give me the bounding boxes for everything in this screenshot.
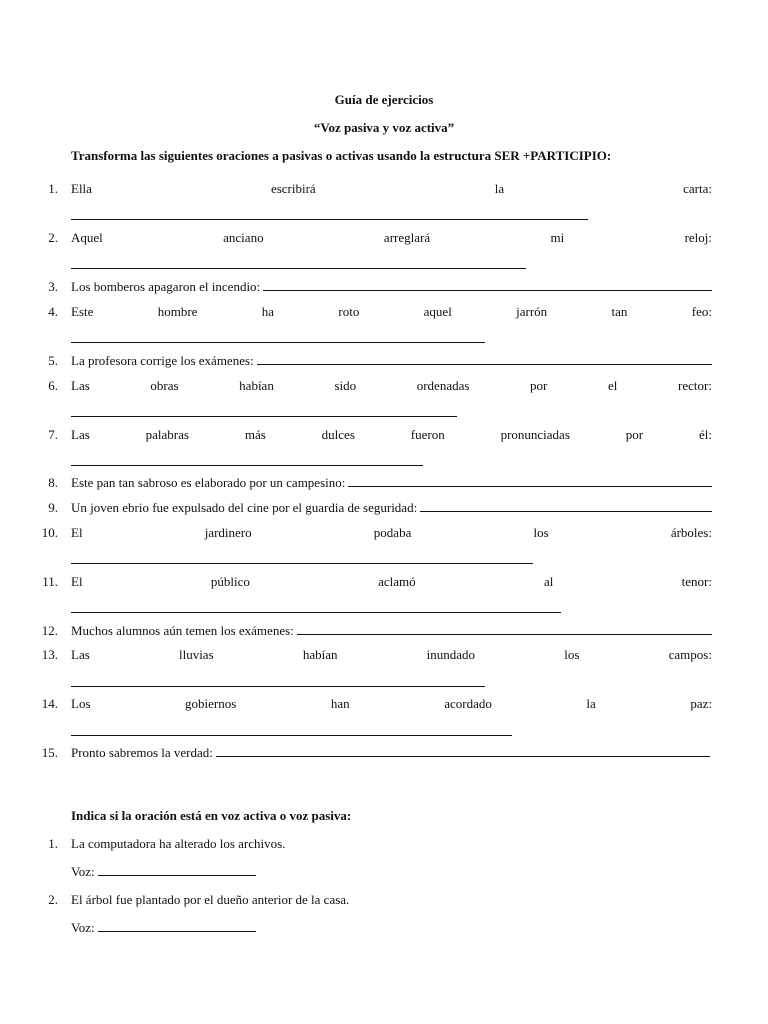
item-number: 7. — [48, 427, 58, 442]
word: jarrón — [516, 304, 548, 319]
answer-line[interactable] — [71, 415, 457, 417]
word: habían — [302, 647, 338, 662]
answer-line[interactable] — [348, 475, 712, 487]
voz-label: Voz: — [71, 864, 95, 879]
word: la — [586, 696, 596, 711]
answer-line[interactable] — [257, 353, 712, 365]
word: campos: — [668, 647, 712, 662]
answer-line[interactable] — [71, 218, 588, 220]
word: Las — [71, 647, 90, 662]
exercise-sentence — [71, 647, 712, 663]
word: la — [494, 181, 505, 196]
word: Ella — [71, 181, 92, 196]
word: dulces — [321, 427, 355, 442]
word: paz: — [690, 696, 712, 711]
word: aquel — [423, 304, 452, 319]
word: carta: — [683, 181, 712, 196]
answer-line[interactable] — [71, 341, 485, 343]
item-number: 2. — [48, 230, 58, 245]
item-number: 1. — [48, 181, 58, 196]
word: fueron — [410, 427, 445, 442]
item-number: 2. — [48, 892, 58, 907]
answer-line[interactable] — [71, 611, 561, 613]
word: público — [210, 574, 250, 589]
item-number: 13. — [41, 647, 58, 662]
item-number: 5. — [48, 353, 58, 368]
sentence-text: Un joven ebrio fue expulsado del cine por el guardia de seguridad: — [71, 500, 418, 515]
sentence-text: La profesora corrige los exámenes: — [71, 353, 254, 368]
exercise-sentence — [71, 378, 712, 394]
item-number: 6. — [48, 378, 58, 393]
word: ha — [261, 304, 275, 319]
word: El — [71, 525, 83, 540]
answer-line[interactable] — [71, 734, 512, 736]
page-subtitle: “Voz pasiva y voz activa” — [313, 120, 455, 135]
section1-instruction: Transforma las siguientes oraciones a pasivas o activas usando la estructura SER +PARTICIPIO: — [71, 148, 612, 163]
word: por — [530, 378, 548, 393]
exercise-sentence — [71, 279, 712, 295]
section2-instruction: Indica si la oración está en voz activa o voz pasiva: — [71, 808, 352, 823]
sentence-text: La computadora ha alterado los archivos. — [71, 836, 286, 851]
item-number: 3. — [48, 279, 58, 294]
item-number: 1. — [48, 836, 58, 851]
word: más — [244, 427, 266, 442]
word: al — [543, 574, 554, 589]
word: árboles: — [670, 525, 712, 540]
item-number: 4. — [48, 304, 58, 319]
word: sido — [334, 378, 357, 393]
answer-line[interactable] — [263, 279, 712, 291]
exercise-sentence — [71, 623, 712, 639]
word: obras — [150, 378, 179, 393]
word: roto — [338, 304, 360, 319]
word: anciano — [223, 230, 264, 245]
answer-line[interactable] — [297, 623, 712, 635]
exercise-sentence — [71, 353, 712, 369]
answer-line[interactable] — [216, 745, 710, 757]
answer-line[interactable] — [71, 267, 526, 269]
word: han — [330, 696, 350, 711]
word: acordado — [444, 696, 492, 711]
word: jardinero — [204, 525, 252, 540]
sentence-text: Este pan tan sabroso es elaborado por un campesino: — [71, 475, 346, 490]
word: tenor: — [681, 574, 712, 589]
item-number: 15. — [41, 745, 58, 760]
item-number: 11. — [42, 574, 58, 589]
voz-answer-line[interactable] — [98, 920, 256, 932]
sentence-text: Los bomberos apagaron el incendio: — [71, 279, 261, 294]
voz-answer — [71, 920, 256, 936]
word: el — [607, 378, 618, 393]
word: él: — [698, 427, 712, 442]
exercise-sentence — [71, 574, 712, 590]
answer-line[interactable] — [420, 500, 712, 512]
sentence-text: El árbol fue plantado por el dueño anterior de la casa. — [71, 892, 350, 907]
exercise-sentence — [71, 475, 712, 491]
word: palabras — [145, 427, 189, 442]
exercise-sentence — [71, 745, 710, 761]
word: aclamó — [378, 574, 416, 589]
exercise-sentence — [71, 230, 712, 246]
sentence-text: Muchos alumnos aún temen los exámenes: — [71, 623, 294, 638]
word: rector: — [677, 378, 712, 393]
item-number: 8. — [48, 475, 58, 490]
voz-label: Voz: — [71, 920, 95, 935]
word: Aquel — [71, 230, 103, 245]
word: escribirá — [270, 181, 316, 196]
exercise-sentence — [71, 696, 712, 712]
word: los — [533, 525, 549, 540]
answer-line[interactable] — [71, 464, 423, 466]
word: por — [625, 427, 644, 442]
word: gobiernos — [185, 696, 237, 711]
word: podaba — [373, 525, 412, 540]
word: arreglará — [383, 230, 431, 245]
word: El — [71, 574, 83, 589]
word: Este — [71, 304, 94, 319]
exercise-sentence — [71, 304, 712, 320]
word: habían — [239, 378, 274, 393]
voz-answer-line[interactable] — [98, 864, 256, 876]
word: hombre — [157, 304, 198, 319]
exercise-sentence — [71, 427, 712, 443]
word: mi — [550, 230, 565, 245]
item-number: 10. — [41, 525, 58, 540]
answer-line[interactable] — [71, 562, 533, 564]
item-number: 12. — [41, 623, 58, 638]
word: lluvias — [178, 647, 214, 662]
exercise-sentence — [71, 181, 712, 197]
item-number: 9. — [48, 500, 58, 515]
word: tan — [611, 304, 628, 319]
word: inundado — [426, 647, 476, 662]
word: reloj: — [684, 230, 712, 245]
word: ordenadas — [416, 378, 470, 393]
word: pronunciadas — [500, 427, 570, 442]
word: Las — [71, 378, 90, 393]
answer-line[interactable] — [71, 685, 485, 687]
word: Los — [71, 696, 91, 711]
item-number: 14. — [41, 696, 58, 711]
word: los — [564, 647, 580, 662]
sentence-text: Pronto sabremos la verdad: — [71, 745, 213, 760]
word: feo: — [691, 304, 712, 319]
exercise-sentence — [71, 500, 712, 516]
voz-answer — [71, 864, 256, 880]
word: Las — [71, 427, 90, 442]
page-title: Guía de ejercicios — [334, 92, 434, 107]
exercise-sentence — [71, 525, 712, 541]
